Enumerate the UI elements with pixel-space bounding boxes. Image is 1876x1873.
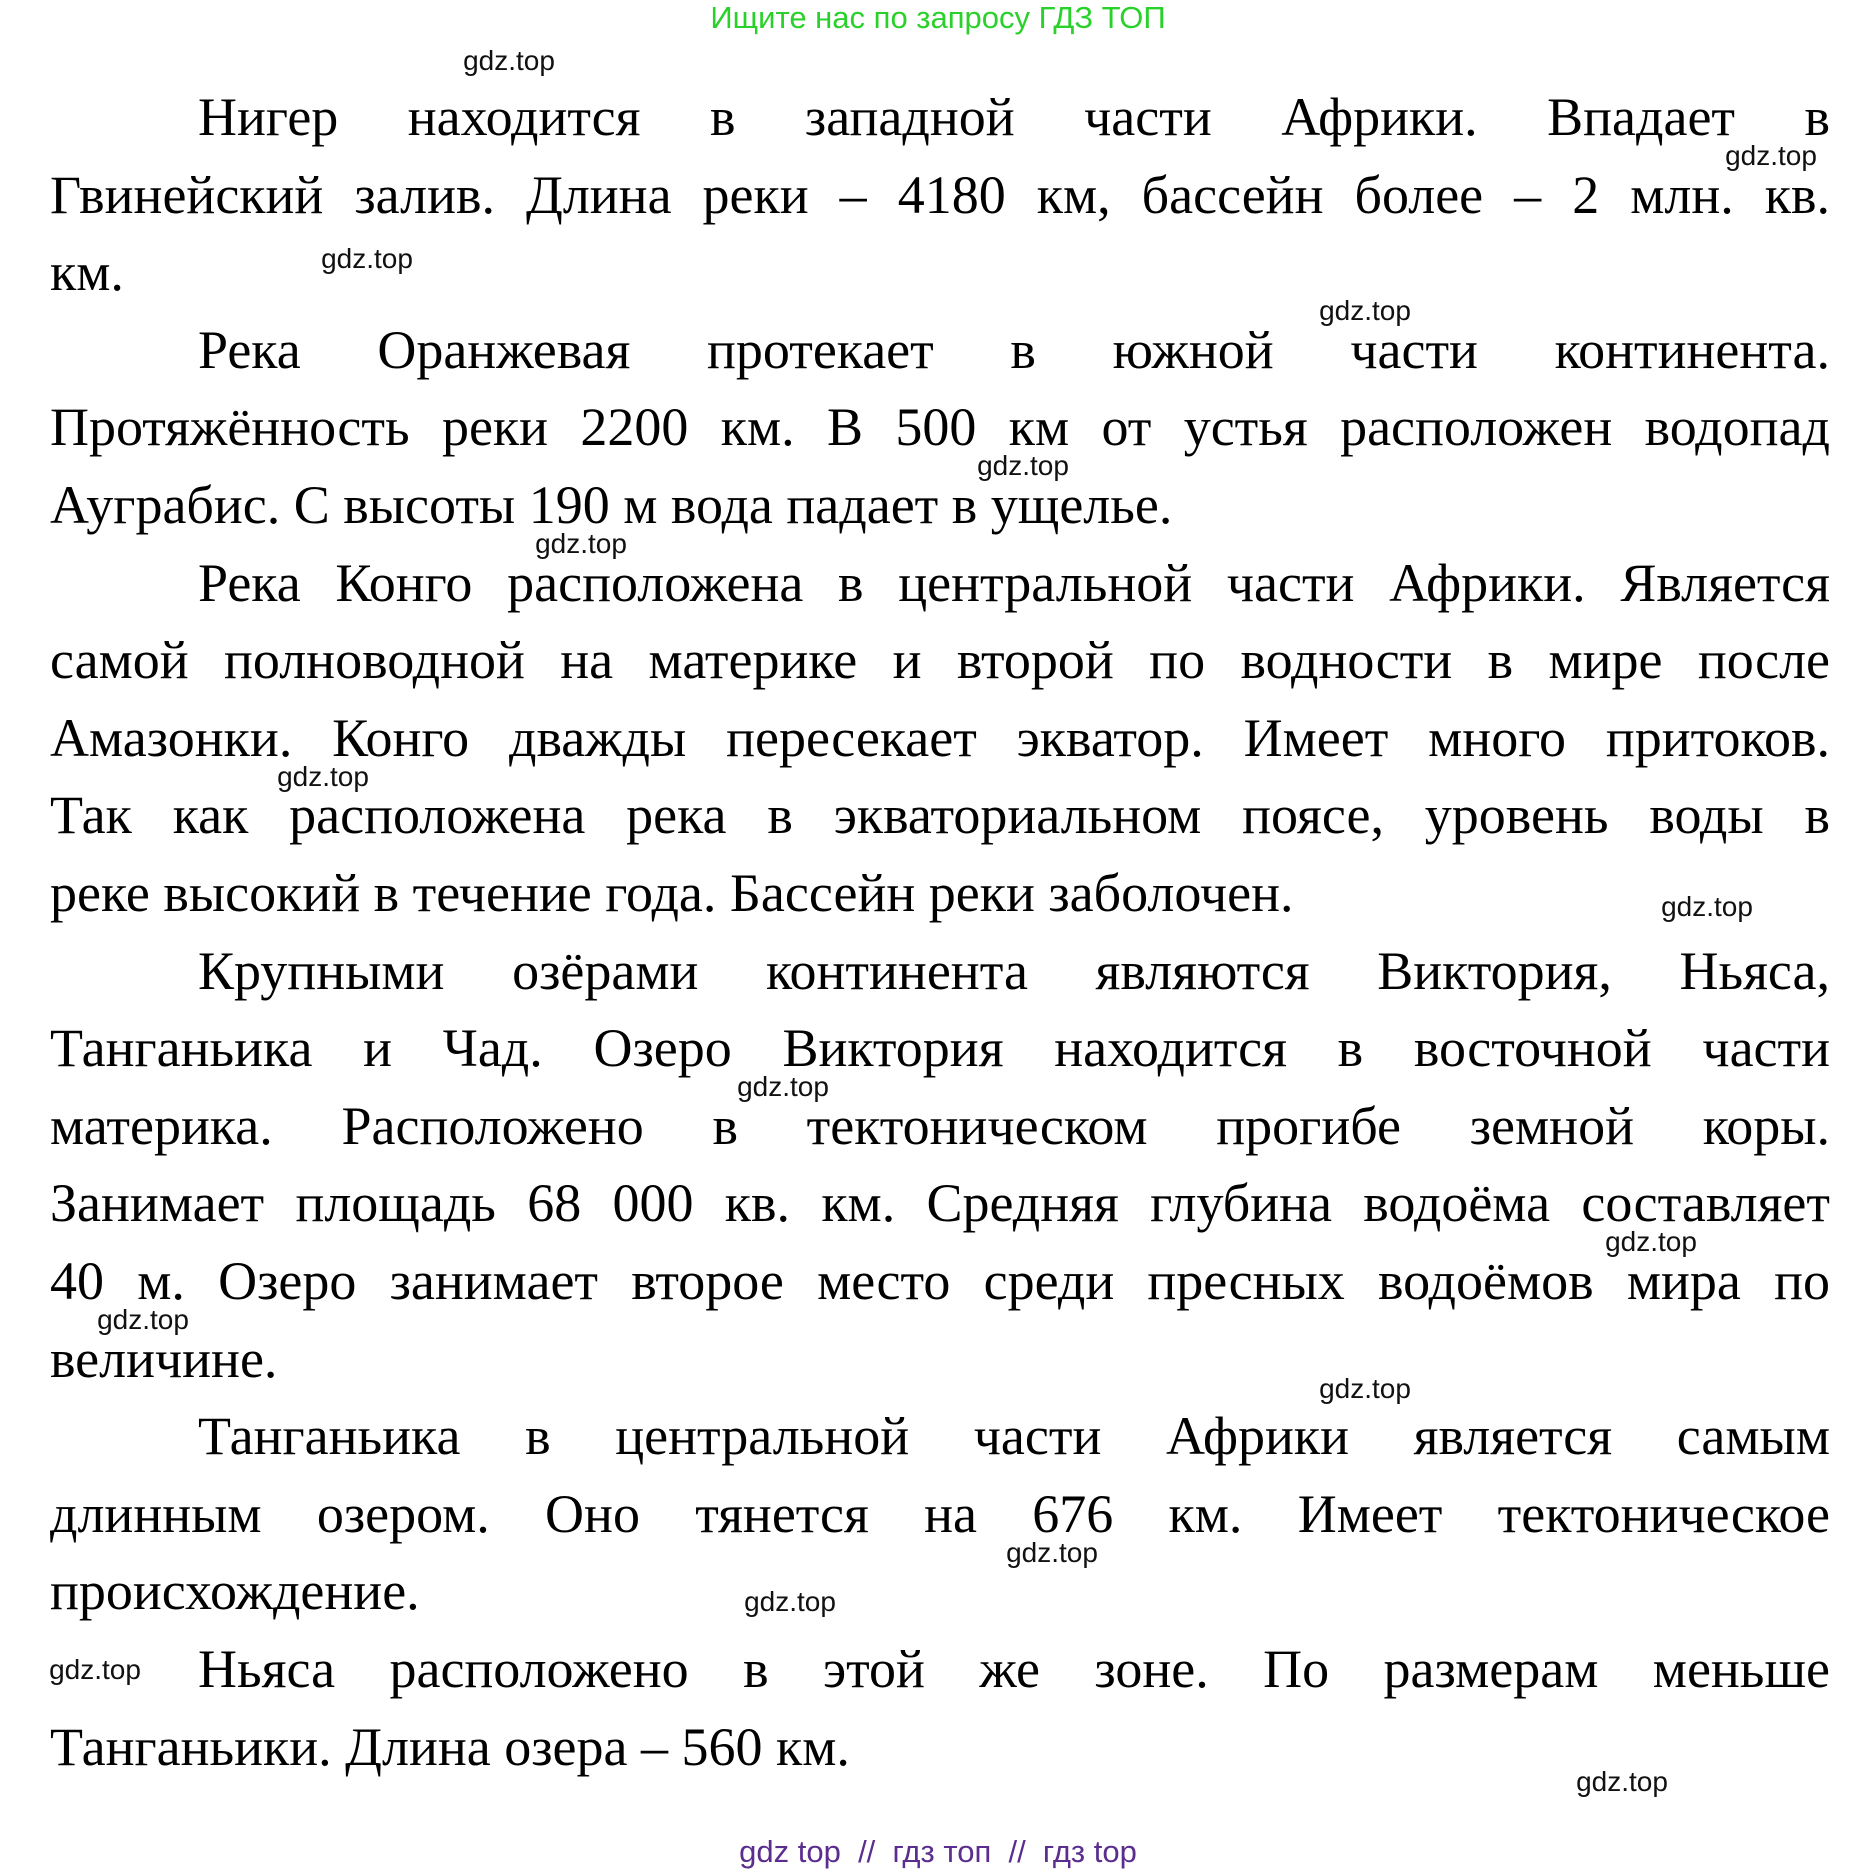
watermark: gdz.top bbox=[97, 1304, 189, 1335]
text-line: Занимает площадь 68 000 кв. км. Средняя глубина водоёма составляет bbox=[50, 1173, 1830, 1234]
text-line: Гвинейский залив. Длина реки – 4180 км, бассейн более – 2 млн. кв. bbox=[50, 164, 1830, 225]
watermark: gdz.top bbox=[1576, 1766, 1668, 1797]
text-line: материка. Расположено в тектоническом прогибе земной коры. bbox=[50, 1095, 1830, 1156]
text-line: Нигер находится в западной части Африки. Впадает в bbox=[198, 87, 1830, 147]
text-line: Танганьика в центральной части Африки является самым bbox=[198, 1406, 1830, 1467]
watermark: gdz.top bbox=[49, 1654, 141, 1685]
text-line: Амазонки. Конго дважды пересекает экватор. Имеет много притоков. bbox=[50, 707, 1830, 768]
watermark: gdz.top bbox=[1725, 140, 1817, 171]
watermark: gdz.top bbox=[744, 1586, 836, 1617]
text-line: Ауграбис. С высоты 190 м вода падает в ущелье. bbox=[50, 475, 1173, 535]
text-line: Протяжённость реки 2200 км. В 500 км от устья расположен водопад bbox=[50, 397, 1830, 458]
text-line: Так как расположена река в экваториальном поясе, уровень воды в bbox=[50, 785, 1830, 846]
text-line: 40 м. Озеро занимает второе место среди пресных водоёмов мира по bbox=[50, 1251, 1830, 1311]
text-line: Ньяса расположено в этой же зоне. По размерам меньше bbox=[198, 1639, 1830, 1699]
watermark: gdz.top bbox=[1006, 1537, 1098, 1568]
text-line: Танганьики. Длина озера – 560 км. bbox=[50, 1716, 850, 1777]
text-line: Крупными озёрами континента являются Виктория, Ньяса, bbox=[198, 940, 1830, 1001]
text-line: самой полноводной на материке и второй по водности в мире после bbox=[50, 630, 1830, 691]
text-line: Река Конго расположена в центральной части Африки. Является bbox=[198, 552, 1830, 613]
watermark: gdz.top bbox=[737, 1071, 829, 1102]
text-line: реке высокий в течение года. Бассейн реки заболочен. bbox=[50, 863, 1294, 923]
watermark: gdz.top bbox=[977, 450, 1069, 481]
watermark: gdz.top bbox=[535, 528, 627, 559]
watermark: gdz.top bbox=[1605, 1226, 1697, 1257]
watermark: gdz.top bbox=[463, 45, 555, 76]
footer-banner: gdz top // гдз топ // гдз top bbox=[739, 1834, 1137, 1869]
text-line: Танганьика и Чад. Озеро Виктория находится в восточной части bbox=[50, 1018, 1830, 1079]
watermark: gdz.top bbox=[1319, 1373, 1411, 1404]
watermark: gdz.top bbox=[321, 243, 413, 274]
text-line: длинным озером. Оно тянется на 676 км. Имеет тектоническое bbox=[50, 1483, 1830, 1544]
text-line: происхождение. bbox=[50, 1561, 420, 1622]
search-banner: Ищите нас по запросу ГДЗ ТОП bbox=[710, 0, 1166, 35]
watermark: gdz.top bbox=[1661, 891, 1753, 922]
watermark: gdz.top bbox=[1319, 295, 1411, 326]
text-line: км. bbox=[50, 242, 124, 303]
watermark: gdz.top bbox=[277, 761, 369, 792]
text-line: величине. bbox=[50, 1328, 278, 1389]
text-line: Река Оранжевая протекает в южной части континента. bbox=[198, 319, 1830, 380]
